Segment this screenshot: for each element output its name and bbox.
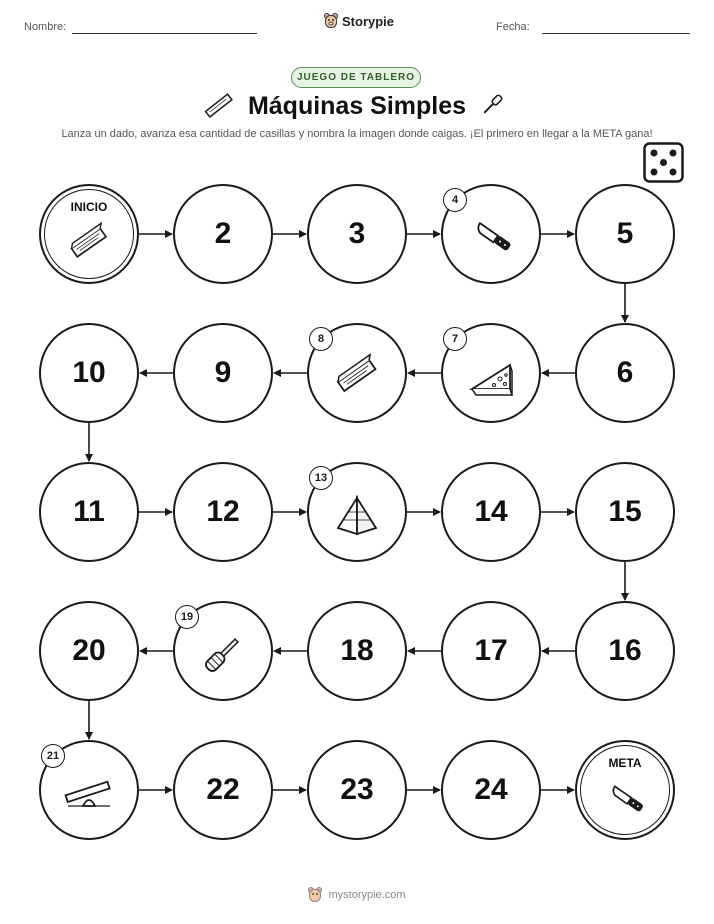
board-cell-21 (39, 740, 139, 840)
board-cell-11 (39, 462, 139, 562)
cell-number: 20 (72, 634, 106, 667)
finish-label: META (608, 756, 642, 770)
plank-icon (66, 220, 112, 266)
date-label: Fecha: (496, 21, 530, 33)
board-cell-15 (575, 462, 675, 562)
cell-number: 18 (340, 634, 374, 667)
board-cell-12 (173, 462, 273, 562)
knife-icon (602, 776, 648, 822)
pyramid-icon (332, 490, 382, 540)
category-badge: JUEGO DE TABLERO (291, 67, 421, 88)
cell-number-badge: 19 (175, 605, 199, 629)
board-cell-6 (575, 323, 675, 423)
instructions: Lanza un dado, avanza esa cantidad de casillas y nombra la imagen donde caigas. ¡El primero en llegar a la META gana! (61, 128, 653, 140)
wedge-icon (466, 351, 516, 401)
board-cell-3 (307, 184, 407, 284)
footer (0, 887, 714, 903)
cell-number: 2 (214, 217, 232, 250)
name-label: Nombre: (24, 21, 67, 33)
cell-number: 14 (474, 495, 508, 528)
knife-icon (466, 212, 516, 262)
seesaw-icon (64, 768, 114, 818)
cell-number: 6 (616, 356, 634, 389)
bear-footer-icon (308, 887, 322, 903)
plank-icon (332, 351, 382, 401)
board-cell-16 (575, 601, 675, 701)
board-cell-13 (307, 462, 407, 562)
cell-number: 22 (206, 773, 240, 806)
board-cell-18 (307, 601, 407, 701)
board-cell-7 (441, 323, 541, 423)
board-cell-19 (173, 601, 273, 701)
cell-number: 12 (206, 495, 240, 528)
cell-number: 5 (616, 217, 634, 250)
cell-number-badge: 4 (443, 188, 467, 212)
cell-number: 10 (72, 356, 106, 389)
board-cell-23 (307, 740, 407, 840)
footer-url[interactable]: mystorypie.com (328, 889, 406, 901)
cell-number-badge: 13 (309, 466, 333, 490)
board-cell-1 (39, 184, 139, 284)
cell-number-badge: 8 (309, 327, 333, 351)
board-cell-5 (575, 184, 675, 284)
cell-number: 23 (340, 773, 374, 806)
board-cell-14 (441, 462, 541, 562)
cell-number: 15 (608, 495, 642, 528)
screwdriver-icon (198, 629, 248, 679)
cell-number: 17 (474, 634, 508, 667)
brand-name: Storypie (342, 13, 395, 29)
board-cell-8 (307, 323, 407, 423)
board-cell-25 (575, 740, 675, 840)
cell-number: 24 (474, 773, 508, 806)
board-cell-2 (173, 184, 273, 284)
board-cell-9 (173, 323, 273, 423)
board-cell-17 (441, 601, 541, 701)
board-cell-10 (39, 323, 139, 423)
board-cell-4 (441, 184, 541, 284)
cell-number: 3 (348, 217, 366, 250)
board-cell-20 (39, 601, 139, 701)
cell-number: 11 (73, 495, 105, 528)
cell-number-badge: 7 (443, 327, 467, 351)
board-cell-22 (173, 740, 273, 840)
cell-number: 16 (608, 634, 642, 667)
cell-number: 9 (214, 356, 232, 389)
start-label: INICIO (70, 200, 108, 214)
board-cell-24 (441, 740, 541, 840)
cell-number-badge: 21 (41, 744, 65, 768)
page-title: Máquinas Simples (247, 92, 467, 120)
